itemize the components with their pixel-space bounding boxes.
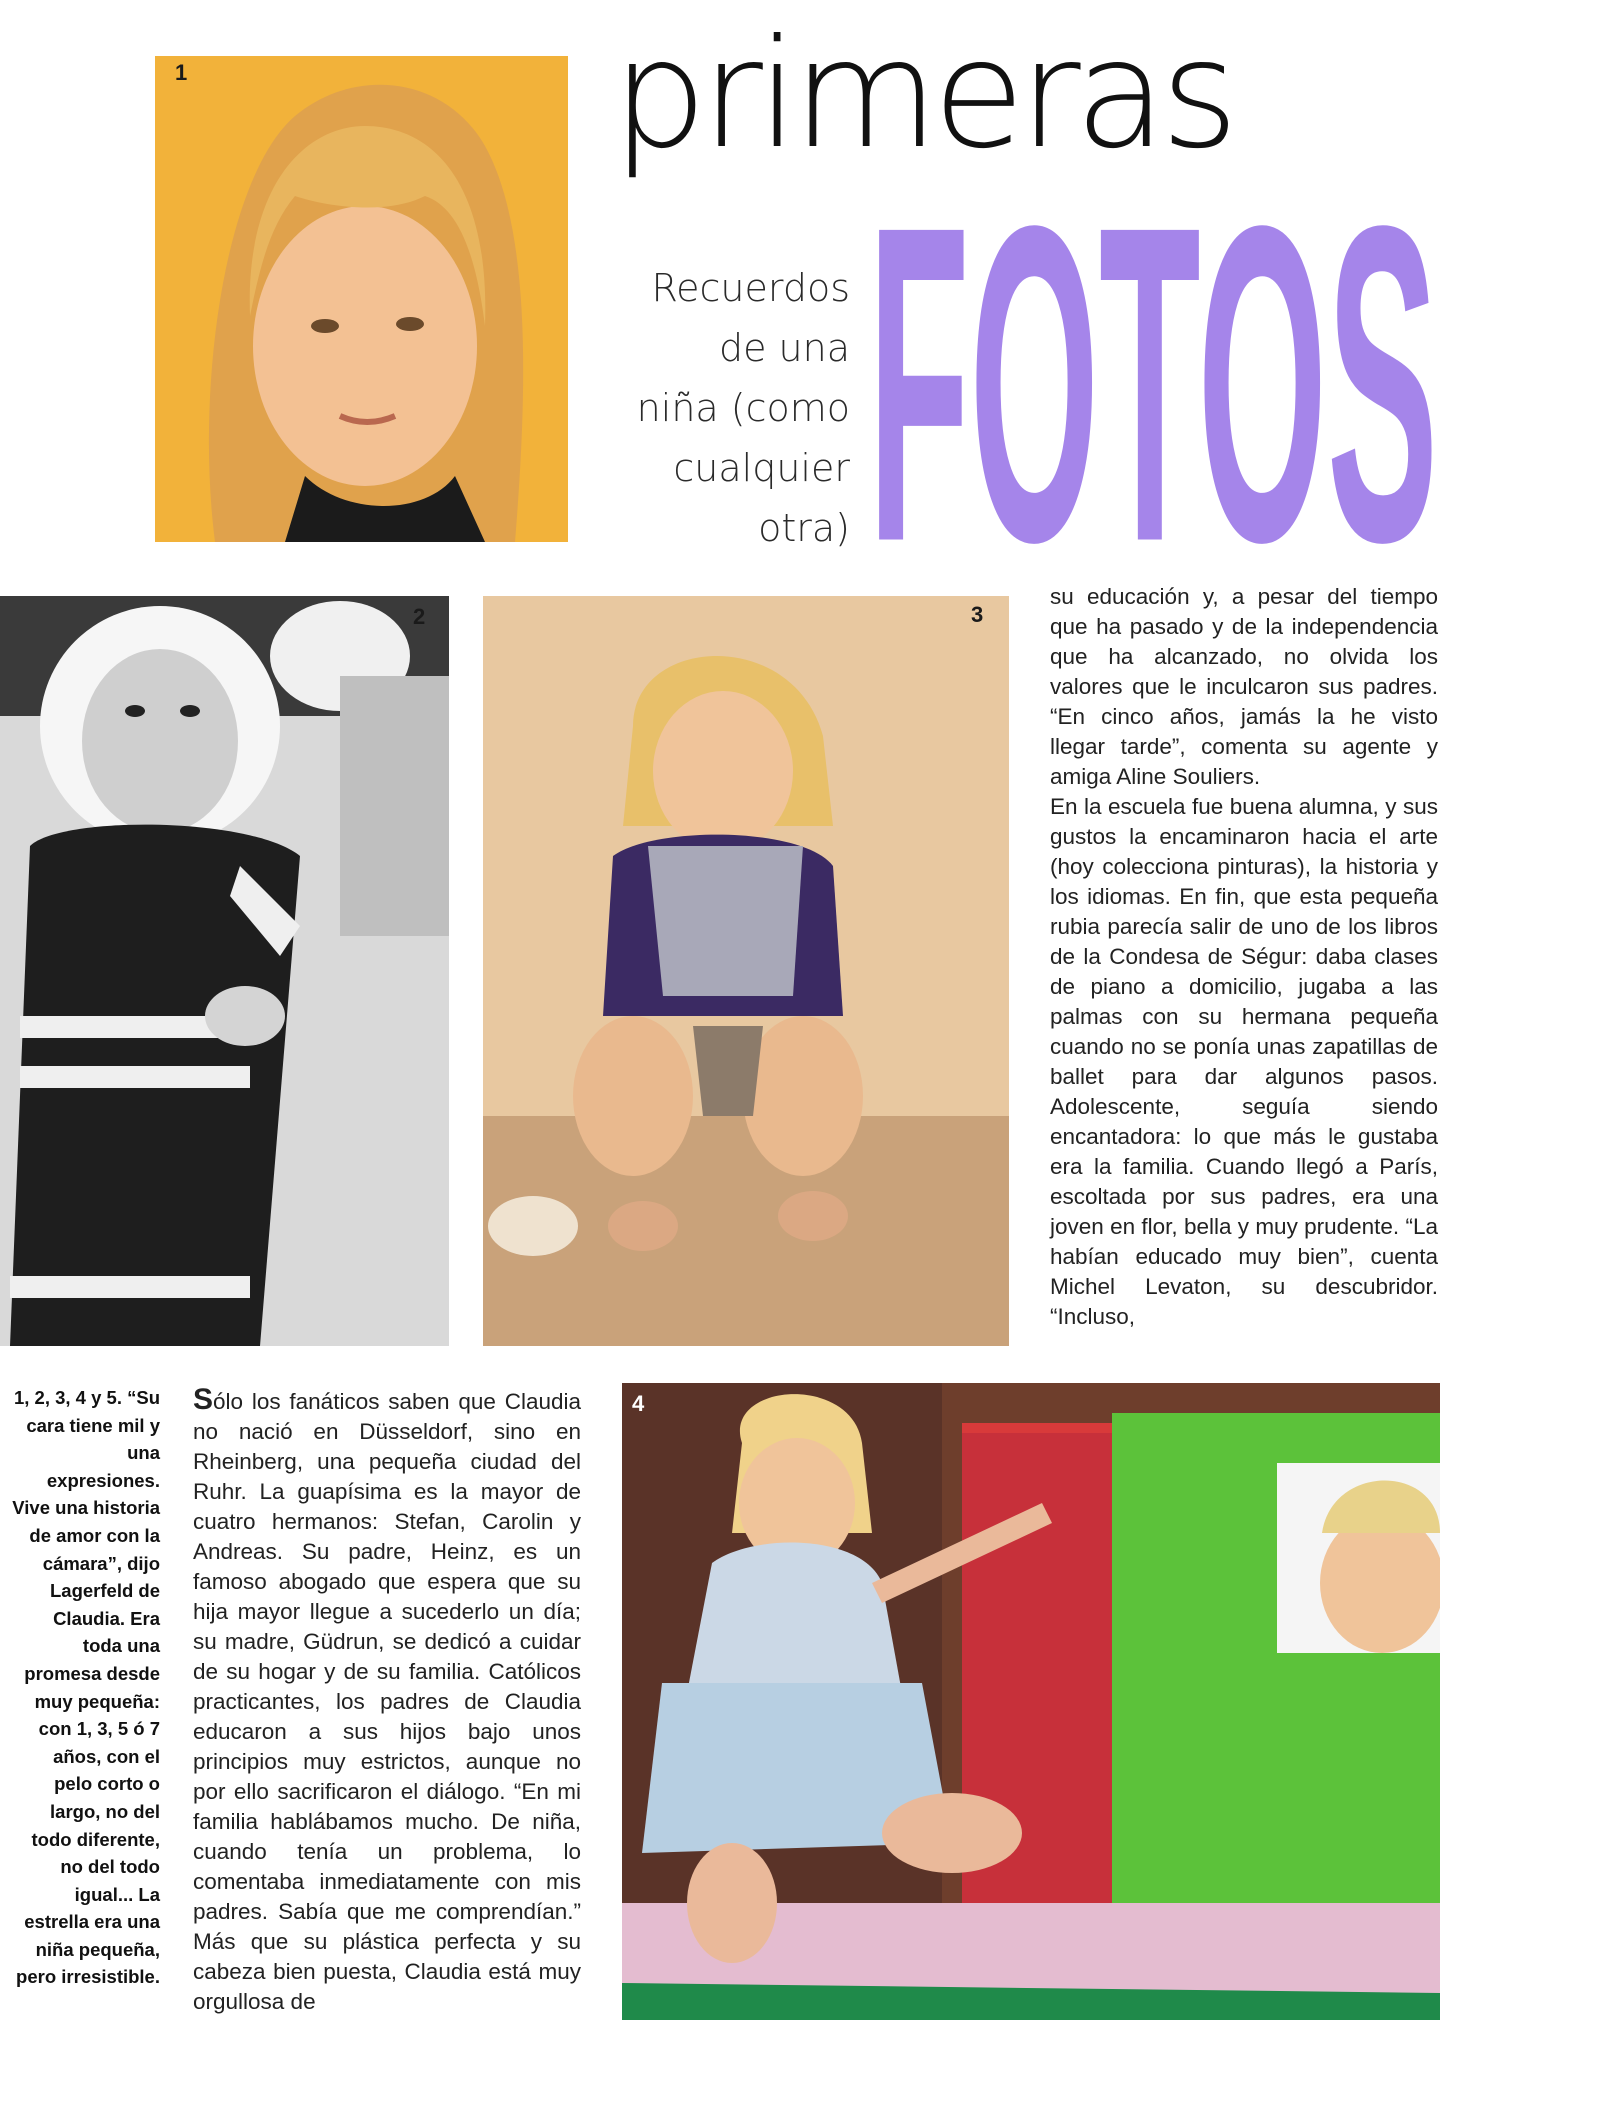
paragraph: En la escuela fue buena alumna, y sus gustos la encaminaron hacia el arte (hoy colecciona pinturas), la historia y los idiomas. En fin, que esta pequeña rubia parecía salir de uno de los libros de la Condesa de Ségur: daba clases de piano a domicilio, jugaba a las palmas con su hermana pequeña cuando no se ponía unas zapatillas de ballet para dar algunos pasos. Adolescente, seguía siendo encantadora: lo que más le gustaba era la familia. Cuando llegó a París, escoltada por sus padres, era una joven en flor, bella y muy prudente. “La habían educado muy bien”, cuenta Michel Levaton, su descubridor. “Incluso,: [1050, 794, 1438, 1329]
photo-3-number: 3: [971, 602, 984, 627]
photo-2-number: 2: [413, 604, 426, 629]
photo-1-girl-portrait: [155, 56, 568, 542]
subtitle: [580, 258, 850, 558]
body-paragraph: ólo los fanáticos saben que Claudia no nació en Düsseldorf, sino en Rheinberg, una pequeña ciudad del Ruhr. La guapísima es la mayor de cuatro hermanos: Stefan, Carolin y Andreas. Su padre, Heinz, es un famoso abogado que espera que su hija mayor llegue a sucederlo un día; su madre, Güdrun, se dedicó a cuidar de su hogar y de su familia. Católicos practicantes, los padres de Claudia educaron a sus hijos bajo unos principios muy estrictos, aunque no por ello sacrificaron el diálogo. “En mi familia hablábamos mucho. De niña, cuando tenía un problema, lo comentaba inmediatamente con mis padres. Sabía que me comprendían.” Más que su plástica perfecta y su cabeza bien puesta, Claudia está muy orgullosa de: [193, 1389, 581, 2014]
photo-3-toddler-sand: [483, 596, 1009, 1346]
body-text: [193, 1385, 581, 2017]
subtitle-line: cualquier: [673, 446, 850, 490]
subtitle-line: de una: [718, 326, 850, 370]
title-fotos: [868, 100, 1438, 570]
photo-4-number: 4: [632, 1391, 645, 1416]
right-column-text: [1050, 582, 1438, 1332]
subtitle-line: otra): [758, 506, 850, 550]
subtitle-line: Recuerdos: [651, 266, 850, 310]
photo-4-girl-playhouse: [622, 1383, 1440, 2020]
photo-1-number: 1: [175, 60, 188, 85]
title-primeras: primeras: [612, 8, 1233, 182]
subtitle-line: niña (como: [636, 386, 850, 430]
paragraph: su educación y, a pesar del tiempo que ha pasado y de la independencia que ha alcanzado, no olvida los valores que le inculcaron sus padres. “En cinco años, jamás la he visto llegar tarde”, comenta su agente y amiga Aline Souliers.: [1050, 584, 1438, 789]
drop-cap: S: [193, 1383, 214, 1416]
photo-caption: 1, 2, 3, 4 y 5. “Su cara tiene mil y una expresiones. Vive una historia de amor con la cámara”, dijo Lagerfeld de Claudia. Era toda una promesa desde muy pequeña: con 1, 3, 5 ó 7 años, con el pelo corto o largo, no del todo diferente, no del todo igual... La estrella era una niña pequeña, pero irresistible.: [12, 1387, 160, 1988]
photo-2-baby-bw: [0, 596, 449, 1346]
svg-text:FOTOS: FOTOS: [868, 133, 1438, 570]
